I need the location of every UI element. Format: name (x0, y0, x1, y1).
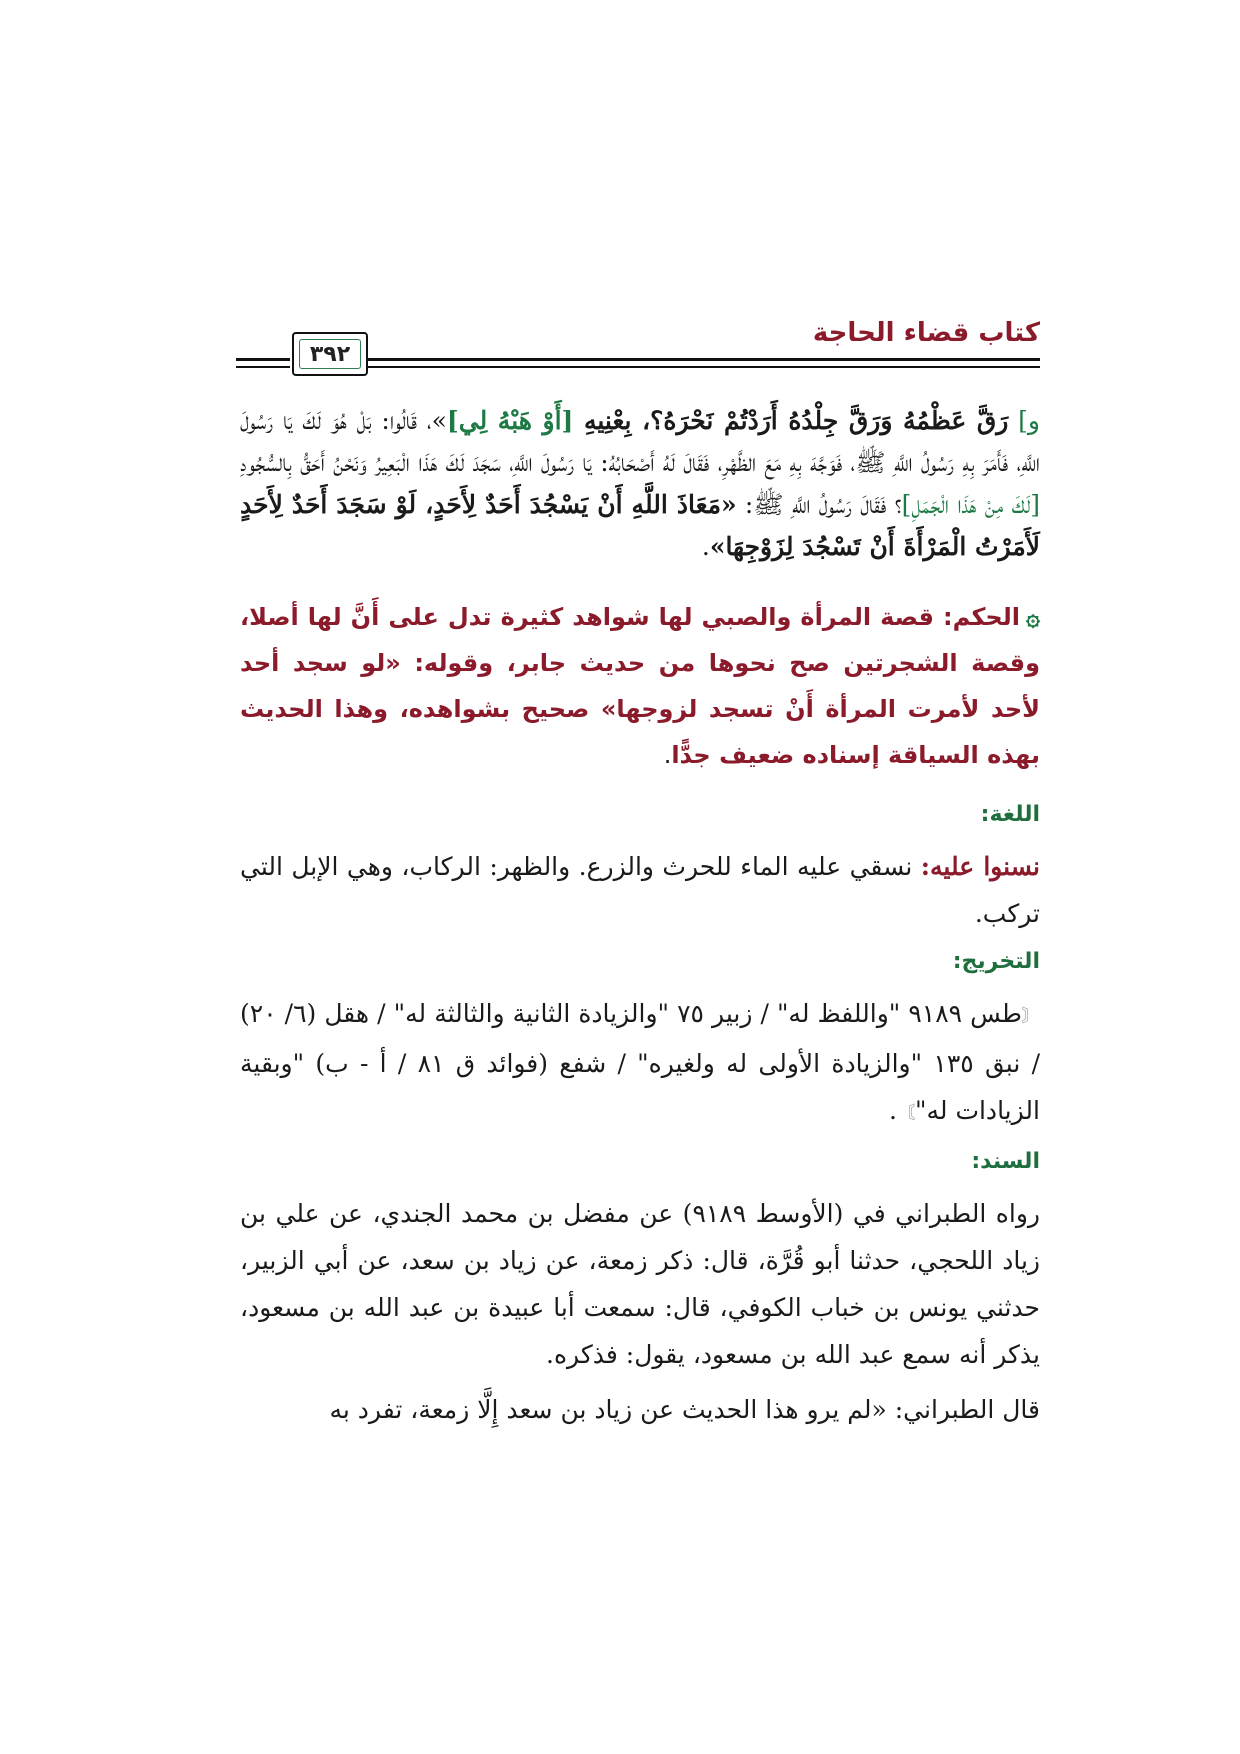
ruling-end: . (663, 741, 672, 769)
hadith-addition-2: [لَكَ مِنْ هَذَا الْجَمَلِ] (901, 490, 1041, 519)
takhrij-heading: التخريج: (952, 949, 1040, 974)
takhrij-end: . (889, 1096, 897, 1125)
sanad-paragraph-1: رواه الطبراني في (الأوسط ٩١٨٩) عن مفضل بن محمد الجندي، عن علي بن زياد اللحجي، حدثنا أبو قُرَّة، قال: ذكر زمعة، عن زياد بن سعد، عن أبي الزبير، حدثني يونس بن خباب الكوفي، قال: سمعت أبا عبيدة بن عبد الله بن مسعود، يذكر أنه سمع عبد الله بن مسعود، يقول: فذكره. (240, 1199, 1040, 1369)
language-paragraph (240, 843, 1040, 937)
language-definition: نسقي عليه الماء للحرث والزرع. والظهر: الركاب، وهي الإبل التي تركب. (240, 852, 1040, 928)
page-header (236, 318, 1040, 398)
hadith-narration-2: ؟ فَقَالَ رَسُولُ اللَّهِ ﷺ: (736, 490, 902, 519)
header-rule-left-lower (236, 366, 290, 368)
page-content (240, 398, 1040, 1433)
hadith-quote-part1: رَقَّ عَظْمُهُ وَرَقَّ جِلْدُهُ أَرَدْتُمْ نَحْرَهُ؟، بِعْنِيهِ (573, 406, 1009, 435)
hadith-addition-1: [أَوْ هَبْهُ لِي] (446, 406, 574, 435)
book-title: كتاب قضاء الحاجة (812, 318, 1040, 348)
takhrij-text: طس ٩١٨٩ "واللفظ له" / زبير ٧٥ "والزيادة الثانية والثالثة له" / هقل (٦/ ٢٠) / نبق ١٣٥ "والزيادة الأولى له ولغيره" / شفع (فوائد ق ٨١ / أ - ب) "وبقية الزيادات له" (240, 999, 1040, 1125)
flower-ornament-icon: ۞ (1025, 603, 1041, 631)
takhrij-open-mark: 〘 (1021, 1006, 1041, 1027)
ruling-text: قصة المرأة والصبي لها شواهد كثيرة تدل على أَنَّ لها أصلا، وقصة الشجرتين صح نحوها من حديث جابر، وقوله: «لو سجد أحد لأحد لأمرت المرأة أَنْ تسجد لزوجها» صحيح بشواهده، وهذا الحديث بهذه السياقة إسناده ضعيف جدًّا (240, 603, 1040, 769)
hadith-prophet-saying: «مَعَاذَ اللَّهِ أَنْ يَسْجُدَ أَحَدٌ لِأَحَدٍ، لَوْ سَجَدَ أَحَدٌ لِأَحَدٍ لَأَمَرْتُ الْمَرْأَةَ أَنْ تَسْجُدَ لِزَوْجِهَا» (240, 490, 1040, 561)
takhrij-close-mark: 〙 (896, 1103, 915, 1124)
header-rule-lower (366, 366, 1040, 368)
hadith-end: . (701, 532, 710, 561)
hadith-bracket: و] (1008, 406, 1041, 435)
page-number: ٣٩٢ (299, 339, 361, 369)
takhrij-paragraph (240, 990, 1040, 1137)
hadith-text (240, 400, 1040, 568)
ruling-paragraph (240, 594, 1040, 778)
ruling-label: الحكم: (934, 603, 1020, 631)
sanad-paragraph-2: قال الطبراني: «لم يرو هذا الحديث عن زياد بن سعد إِلَّا زمعة، تفرد به (329, 1395, 1040, 1424)
header-rule-upper (366, 358, 1040, 361)
header-rule-left-upper (236, 358, 290, 361)
language-term: نسنوا عليه: (920, 852, 1040, 881)
hadith-narration: »، قَالُوا: بَلْ هُوَ لَكَ يَا رَسُولَ اللَّهِ، فَأَمَرَ بِهِ رَسُولُ اللَّهِ ﷺ، فَوَجَّهَ بِهِ مَعَ الظَّهْرِ، فَقَالَ لَهُ أَصْحَابُهُ: يَا رَسُولَ اللَّهِ، سَجَدَ لَكَ هَذَا الْبَعِيرُ وَنَحْنُ أَحَقُّ بِالسُّجُودِ (240, 406, 1040, 477)
language-heading: اللغة: (980, 802, 1040, 827)
sanad-heading: السند: (971, 1149, 1040, 1174)
page-number-badge (292, 332, 368, 376)
